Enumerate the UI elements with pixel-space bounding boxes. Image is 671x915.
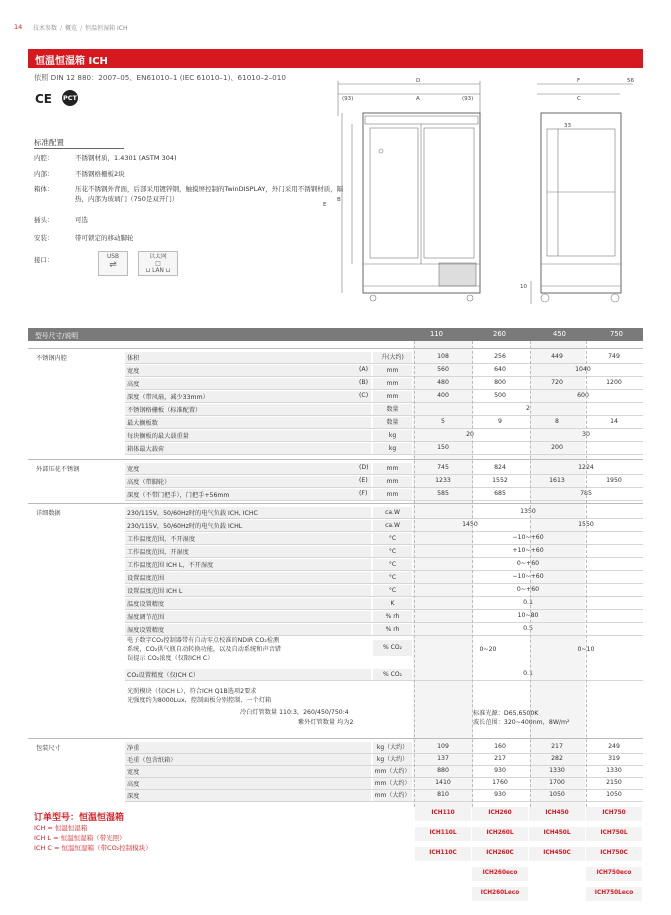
std-key: 箱体： (34, 185, 54, 193)
row-ref: (F) (359, 490, 368, 497)
row-ref: (C) (359, 392, 369, 399)
table-cell: 0.5 (523, 625, 533, 632)
std-key: 内腔： (34, 154, 54, 162)
row-line (125, 531, 643, 532)
order-line: ICH = 恒温恒湿箱 (34, 824, 88, 832)
table-cell: 217 (494, 755, 506, 762)
unit-cell: mm (373, 365, 412, 376)
table-cell: 824 (494, 464, 506, 471)
unit-cell: 升(大约) (373, 352, 412, 363)
unit-cell: % rh (373, 624, 412, 635)
table-cell: 400 (437, 392, 449, 399)
ethernet-port (138, 251, 178, 276)
std-value: 不锈钢格栅板2块 (75, 170, 125, 178)
table-cell: 217 (551, 743, 563, 750)
unit-cell: mm (373, 463, 412, 474)
row-bg (125, 742, 371, 753)
order-code: ICH110 (431, 810, 455, 816)
unit-cell: kg（大约） (373, 742, 412, 753)
usb-icon: ⇌ (109, 260, 117, 270)
group-divider (28, 459, 643, 460)
table-cell: 1950 (606, 477, 622, 484)
order-code: ICH260L (486, 830, 514, 836)
table-cell: 1224 (578, 464, 594, 471)
row-line (125, 557, 643, 558)
table-cell: 256 (494, 353, 506, 360)
order-code: ICH750 (602, 810, 626, 816)
unit-cell: °C (373, 572, 412, 583)
table-cell: 5 (441, 418, 445, 425)
row-name: 宽度 (127, 769, 140, 776)
table-cell: 785 (580, 490, 592, 497)
table-cell: 1330 (606, 767, 622, 774)
table-cell: 600 (577, 392, 589, 399)
light-value: 波长范围：320~400nm，8W/m² (473, 719, 570, 726)
row-name: 230/115V，50/60Hz时的电气负载 ICH, ICHC (127, 510, 258, 517)
row-name: 工作温度范围，不开湿度 (127, 536, 196, 543)
unit-cell: mm (373, 391, 412, 402)
row-ref: (E) (359, 477, 368, 484)
row-line (125, 622, 643, 623)
order-code: ICH110L (429, 830, 457, 836)
order-code: ICH110C (429, 850, 457, 856)
row-line (125, 518, 643, 519)
group-label: 详细数据 (36, 510, 61, 517)
dim-a: A (416, 96, 420, 102)
row-line (125, 500, 643, 501)
row-bg (125, 417, 371, 428)
row-name: 温度设置精度 (127, 601, 165, 608)
row-line (125, 441, 643, 442)
row-line (125, 801, 643, 802)
row-line (125, 487, 643, 488)
order-line: ICH C = 恒温恒湿箱（带CO₂控制模块） (34, 844, 152, 852)
table-cell: 640 (494, 366, 506, 373)
table-cell: 1050 (549, 791, 565, 798)
order-code: ICH260C (486, 850, 514, 856)
table-cell: 745 (437, 464, 449, 471)
row-bg (125, 766, 371, 777)
table-cell: 1050 (606, 791, 622, 798)
table-cell: 0~+60 (516, 560, 540, 567)
row-name: 湿度设置精度 (127, 627, 165, 634)
order-code: ICH750C (600, 850, 628, 856)
table-cell: +10~+60 (512, 547, 544, 554)
table-cell: 449 (551, 353, 563, 360)
group-label: 不锈钢内腔 (36, 355, 67, 362)
order-title: 订单型号：恒温恒湿箱 (34, 813, 125, 823)
order-code: ICH260eco (482, 870, 518, 876)
table-cell: 14 (610, 418, 618, 425)
order-line: ICH L = 恒温恒湿箱（带光照） (34, 834, 126, 842)
table-cell: 319 (608, 755, 620, 762)
table-cell: 200 (551, 444, 563, 451)
table-cell: 585 (437, 490, 449, 497)
ce-mark: CE (35, 92, 53, 106)
unit-cell: kg (373, 443, 412, 454)
lan-label: ⊔ LAN ⊔ (145, 268, 171, 274)
breadcrumb: 技术参数 / 概览 / 恒温恒湿箱 ICH (33, 25, 128, 32)
unit-cell: mm (373, 378, 412, 389)
unit-cell: °C (373, 533, 412, 544)
order-code: ICH750L (600, 830, 628, 836)
table-cell: 0~20 (479, 646, 497, 653)
row-line (125, 389, 643, 390)
group-divider (28, 503, 643, 504)
table-cell: 1330 (549, 767, 565, 774)
row-name: 设置温度范围 (127, 575, 165, 582)
table-cell: 930 (494, 767, 506, 774)
row-name: 高度 (127, 781, 140, 788)
unit-cell: °C (373, 559, 412, 570)
light-text: 冷白灯管数量 110:3，260/450/750:4 (240, 709, 349, 716)
table-cell: 282 (551, 755, 563, 762)
table-cell: 1760 (492, 779, 508, 786)
unit-cell: % CO₂ (373, 669, 412, 680)
table-cell: −10~+60 (512, 534, 544, 541)
dim-left: (93) (342, 96, 354, 102)
unit-cell: mm（大约） (374, 792, 411, 799)
std-key: 接口： (34, 256, 54, 264)
row-line (125, 609, 643, 610)
table-cell: 1233 (435, 477, 451, 484)
table-cell: 800 (494, 379, 506, 386)
std-value: 带可锁定的移动脚轮 (75, 234, 134, 242)
column-divider (530, 341, 531, 807)
unit-cell: mm（大约） (374, 780, 411, 787)
model-110: 110 (430, 330, 443, 338)
norm-text: 依照 DIN 12 880：2007–05、EN61010–1 (IEC 61010–1)、61010–2–010 (34, 73, 286, 82)
model-450: 450 (553, 330, 566, 338)
table-cell: 1450 (462, 521, 478, 528)
row-name: 设置温度范围 ICH L (127, 588, 183, 595)
row-name: 230/115V，50/60Hz时的电气负载 ICHL (127, 523, 243, 530)
co2-text: 电子数字CO₂控制器带有自动零点校准的NDIR CO₂检测 (127, 637, 280, 644)
table-cell: 930 (494, 791, 506, 798)
row-line (125, 376, 643, 377)
table-cell: 160 (494, 743, 506, 750)
row-line (125, 583, 643, 584)
row-name: 毛重（包含纸箱） (127, 757, 177, 764)
row-bg (125, 352, 371, 363)
unit-cell: mm (373, 489, 412, 500)
title-bar (28, 49, 643, 68)
dim-d: D (416, 78, 421, 84)
unit-cell: K (373, 598, 412, 609)
row-bg (125, 463, 371, 474)
unit-cell: 数量 (373, 404, 412, 415)
table-cell: 137 (437, 755, 449, 762)
table-cell: 880 (437, 767, 449, 774)
row-name: 宽度 (127, 368, 140, 375)
table-cell: 8 (555, 418, 559, 425)
unit-cell: °C (373, 585, 412, 596)
breadcrumb-item[interactable]: 概览 (65, 25, 78, 32)
row-bg (125, 365, 371, 376)
table-cell: 810 (437, 791, 449, 798)
order-code: ICH750eco (596, 870, 632, 876)
row-name: 高度（带脚轮） (127, 479, 171, 486)
light-text: 紫外灯管数量 均为2 (298, 719, 354, 726)
row-line (125, 402, 643, 403)
column-divider (586, 341, 587, 807)
unit-cell: °C (373, 546, 412, 557)
row-name: CO₂设置精度（仅ICH C） (127, 672, 200, 679)
row-line (125, 570, 643, 571)
table-header (28, 328, 643, 341)
usb-label: USB (107, 254, 119, 260)
table-cell: 1700 (549, 779, 565, 786)
order-code: ICH450L (543, 830, 571, 836)
row-name: 每块搁板的最大载重量 (127, 433, 189, 440)
table-cell: 9 (498, 418, 502, 425)
table-cell: 20 (466, 431, 474, 438)
dim-b: B (337, 197, 341, 203)
co2-text: 系统，CO₂供气瓶自动转换功能，以及自动系统和声音错 (127, 646, 281, 653)
row-bg (125, 778, 371, 789)
std-value: 可选 (75, 216, 88, 224)
order-code: ICH260Leco (480, 890, 520, 896)
row-name: 湿度调节范围 (127, 614, 165, 621)
row-line (125, 428, 643, 429)
row-name: 宽度 (127, 466, 140, 473)
ethernet-label: 以太网 (149, 254, 167, 260)
table-cell: 150 (437, 444, 449, 451)
row-ref: (A) (359, 366, 369, 373)
std-value: 不锈钢材质，1.4301 (ASTM 304) (75, 154, 177, 162)
breadcrumb-item[interactable]: 技术参数 (33, 25, 58, 32)
table-cell: 0.1 (523, 599, 533, 606)
row-line (125, 596, 643, 597)
group-divider (28, 348, 643, 349)
unit-cell: mm（大约） (374, 768, 411, 775)
row-name: 不锈钢格栅板（标准配置） (127, 407, 202, 414)
unit-cell: kg（大约） (373, 754, 412, 765)
row-line (125, 474, 643, 475)
table-cell: 560 (437, 366, 449, 373)
unit-cell: % CO₂ (373, 640, 412, 656)
technical-drawing (315, 76, 645, 308)
group-divider (28, 738, 643, 739)
row-ref: (B) (359, 379, 369, 386)
row-bg (125, 378, 371, 389)
table-cell: 1040 (575, 366, 591, 373)
column-divider (414, 341, 415, 807)
breadcrumb-item[interactable]: 恒温恒湿箱 ICH (85, 25, 128, 32)
row-name: 深度（不带门把手），门把手+56mm (127, 492, 230, 499)
row-name: 最大搁板数 (127, 420, 158, 427)
light-value: 标准光源：D65,6500K (473, 710, 539, 717)
co2-text: 误提示 CO₂浓度（仅限ICH C） (127, 655, 214, 662)
row-line (125, 454, 643, 455)
table-cell: 2150 (606, 779, 622, 786)
column-divider (472, 341, 473, 807)
model-750: 750 (610, 330, 623, 338)
order-code: ICH260 (488, 810, 512, 816)
row-name: 工作温度范围 ICH L，不开湿度 (127, 562, 214, 569)
row-line (125, 680, 643, 681)
order-code: ICH450 (545, 810, 569, 816)
group-label: 外部压花不锈钢 (36, 466, 80, 473)
table-cell: 249 (608, 743, 620, 750)
table-cell: 1350 (520, 508, 536, 515)
table-cell: 0.1 (523, 670, 533, 677)
unit-cell: % rh (373, 611, 412, 622)
row-name: 体积 (127, 355, 140, 362)
table-cell: 108 (437, 353, 449, 360)
table-cell: 2 (526, 405, 530, 412)
model-260: 260 (493, 330, 506, 338)
table-cell: 500 (494, 392, 506, 399)
table-cell: 1410 (435, 779, 451, 786)
row-ref: (D) (359, 464, 369, 471)
unit-cell: kg (373, 430, 412, 441)
std-config-title: 标准配置 (34, 138, 64, 147)
table-cell: 685 (494, 490, 506, 497)
row-name: 高度 (127, 381, 140, 388)
dim-right: (93) (462, 96, 474, 102)
light-text: 光照模块（仅ICH L），符合ICH Q1B选项2要求 (127, 688, 257, 695)
dim-h: 10 (520, 284, 527, 290)
row-bg (125, 790, 371, 801)
table-cell: 480 (437, 379, 449, 386)
table-cell: 720 (551, 379, 563, 386)
lan-icon: □ (155, 261, 161, 267)
page-title: 恒温恒湿箱 ICH (35, 56, 108, 67)
row-name: 箱体最大载荷 (127, 446, 165, 453)
table-cell: 0~+60 (516, 586, 540, 593)
dim-side: 33 (564, 123, 571, 129)
page-number: 14 (14, 23, 23, 31)
dim-fc: 56 (627, 78, 634, 84)
std-value: 压花不锈钢外背面，后部采用镀锌钢，触摸屏控制的TwinDISPLAY，外门采用不锈钢材质，隔热，内部为玻璃门（750是双开门） (75, 185, 344, 203)
std-key: 插头： (34, 216, 54, 224)
group-label: 包装尺寸 (36, 745, 61, 752)
dim-c: C (577, 96, 581, 102)
usb-port (98, 251, 128, 276)
row-name: 深度 (127, 793, 140, 800)
table-cell: 1200 (606, 379, 622, 386)
table-cell: 109 (437, 743, 449, 750)
unit-cell: mm (373, 476, 412, 487)
row-line (125, 363, 643, 364)
row-name: 深度（带风扇，减少33mm） (127, 394, 209, 401)
table-cell: 0~10 (577, 646, 595, 653)
table-cell: 1552 (492, 477, 508, 484)
unit-cell: ca.W (373, 520, 412, 531)
std-key: 内部： (34, 170, 54, 178)
row-name: 净重 (127, 745, 140, 752)
divider (34, 148, 124, 149)
table-cell: 1550 (578, 521, 594, 528)
table-cell: 10~80 (517, 612, 539, 619)
unit-cell: ca.W (373, 507, 412, 518)
row-name: 工作温度范围，开湿度 (127, 549, 189, 556)
row-line (125, 544, 643, 545)
std-key: 安装： (34, 234, 54, 242)
light-text: 光强度约为8000Lux，控制面板分别控制、一个灯箱 (127, 697, 272, 704)
gost-mark: PCT (62, 90, 78, 106)
order-code: ICH750Leco (594, 890, 634, 896)
table-cell: 749 (608, 353, 620, 360)
table-cell: 30 (582, 431, 590, 438)
table-cell: 1613 (549, 477, 565, 484)
dim-e: E (323, 202, 327, 208)
dim-f: F (577, 78, 581, 84)
unit-cell: 数量 (373, 417, 412, 428)
table-cell: −10~+60 (512, 573, 544, 580)
table-header-label: 型号尺寸/说明 (35, 332, 79, 340)
row-line (125, 415, 643, 416)
order-code: ICH450C (543, 850, 571, 856)
